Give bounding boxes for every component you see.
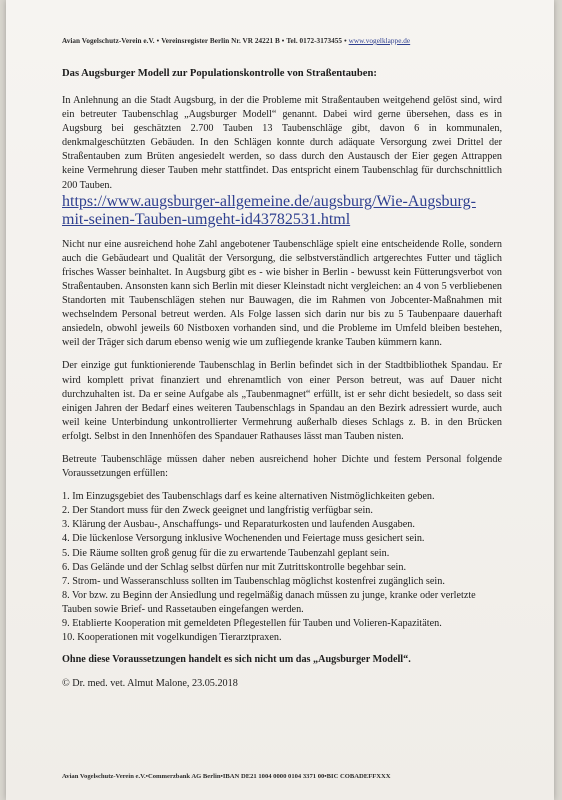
footer-bank: Commerzbank AG Berlin: [147, 773, 221, 780]
header-register: Vereinsregister Berlin Nr. VR 24221 B: [161, 37, 280, 45]
requirements-list: [62, 490, 502, 645]
footer-iban: IBAN DE21 1004 0000 0104 3371 00: [222, 773, 325, 780]
conclusion-statement: Ohne diese Voraussetzungen handelt es sich nicht um das „Augsburger Modell“.: [62, 654, 411, 666]
document-title: Das Augsburger Modell zur Populationskontrolle von Straßentauben:: [62, 68, 377, 79]
bullet-separator: •: [281, 37, 285, 45]
bullet-separator: •: [156, 37, 160, 45]
paragraph-requirements-intro: Betreute Taubenschläge müssen daher neben ausreichend hoher Dichte und festem Personal folgende Voraussetzungen erfüllen:: [62, 453, 502, 480]
paragraph-intro: In Anlehnung an die Stadt Augsburg, in der die Probleme mit Straßentauben weitgehend gelöst sind, wird ein betreuter Taubenschlag „Augsburger Modell“ genannt. Dabei wird gerne übersehen, dass es in Augsburg bei geschätzten 2.700 Tauben 13 Taubenschläge gibt, davon 6 in kommunalen, denkmalgeschützten Gebäuden. In den Schlägen konnte durch adäquate Versorgung zwei Drittel der Straßentauben zum Brüten angesiedelt werden, so dass durch den Austausch der Eier gegen Attrappen keine Vermehrung dieser Tauben mehr stattfindet. Das entspricht einem Taubenschlag für durchschnittlich 200 Tauben.: [62, 95, 502, 191]
letterhead: [62, 37, 502, 45]
document-page: [6, 0, 554, 800]
author-signature: © Dr. med. vet. Almut Malone, 23.05.2018: [62, 678, 238, 690]
source-link[interactable]: https://www.augsburger-allgemeine.de/augsburg/Wie-Augsburg-mit-seinen-Tauben-umgeht-id43782531.html: [62, 192, 476, 228]
header-website-link[interactable]: www.vogelklappe.de: [348, 37, 411, 45]
list-item: 1. Im Einzugsgebiet des Taubenschlags darf es keine alternativen Nistmöglichkeiten geben.: [62, 491, 435, 503]
header-org: Avian Vogelschutz-Verein e.V.: [62, 37, 155, 45]
bullet-separator: •: [145, 773, 148, 780]
header-phone: Tel. 0172-3173455: [286, 37, 343, 45]
list-item: 8. Vor bzw. zu Beginn der Ansiedlung und regelmäßig danach müssen zu junge, kranke oder verletzte Tauben sowie Brief- und Rassetauben eingefangen werden.: [62, 589, 476, 615]
list-item: 2. Der Standort muss für den Zweck geeignet und langfristig verfügbar sein.: [62, 505, 373, 517]
page-footer: [62, 773, 502, 780]
list-item: 7. Strom- und Wasseranschluss sollten im Taubenschlag möglichst kostenfrei zugänglich sein.: [62, 575, 445, 587]
footer-org: Avian Vogelschutz-Verein e.V.: [62, 773, 146, 780]
paragraph-spandau: Der einzige gut funktionierende Taubenschlag in Berlin befindet sich in der Stadtbibliothek Spandau. Er wird komplett privat finanziert und ehrenamtlich von einer Person betreut, was auf Dauer nicht durchzuhalten ist. Da er seine Aufgabe als „Taubenmagnet“ erfüllt, ist er sehr dicht besiedelt, so dass seit einigen Jahren der Bedarf eines weiteren Taubenschlags in Spandau an den Bezirk adressiert wurde, auch weil keine Unterbindung unkontrollierter Vermehrung außerhalb dieses Schlags z. B. in den Brücken erfolgt. Selbst in den Innenhöfen des Spandauer Rathauses lässt man Tauben nisten.: [62, 360, 502, 442]
list-item: 5. Die Räume sollten groß genug für die zu erwartende Taubenzahl geplant sein.: [62, 547, 390, 559]
bullet-separator: •: [344, 37, 347, 45]
bullet-separator: •: [220, 773, 223, 780]
list-item: 6. Das Gelände und der Schlag selbst dürfen nur mit Zutrittskontrolle begehbar sein.: [62, 561, 407, 573]
list-item: 3. Klärung der Ausbau-, Anschaffungs- und Reparaturkosten und laufenden Ausgaben.: [62, 519, 415, 531]
paragraph-berlin-comparison: Nicht nur eine ausreichend hohe Zahl angebotener Taubenschläge spielt eine entscheidende Rolle, sondern auch die Gebäudeart und Qualität der Versorgung, die selbstverständlich artgerechtes Futter und täglich frisches Wasser beinhaltet. In Augsburg gibt es - wie bisher in Berlin - bewusst kein Fütterungsverbot von Straßentauben. Ansonsten kann sich Berlin mit dieser Kleinstadt nicht vergleichen: an 4 von 5 verbliebenen Standorten mit Taubenschlägen stehen nur Bauwagen, die im Rahmen von Jobcenter-Maßnahmen mit wechselndem Personal betreut werden. Als Folge lassen sich darin nur bis zu 5 Taubenpaare dauerhaft ansiedeln, obwohl jeweils 60 Nistboxen vorhanden sind, und die Probleme im Umfeld bleiben bestehen, weil der Träger sich darum ebenso wenig wie um zufliegende kranke Tauben kümmern kann.: [62, 238, 502, 349]
document-body: [62, 68, 502, 689]
list-item: 10. Kooperationen mit vogelkundigen Tierarztpraxen.: [62, 632, 282, 644]
bullet-separator: •: [324, 773, 327, 780]
footer-bic: BIC COBADEFFXXX: [326, 773, 391, 780]
list-item: 9. Etablierte Kooperation mit gemeldeten Pflegestellen für Tauben und Volieren-Kapazitäten.: [62, 618, 442, 629]
list-item: 4. Die lückenlose Versorgung inklusive Wochenenden und Feiertage muss gesichert sein.: [62, 533, 425, 545]
